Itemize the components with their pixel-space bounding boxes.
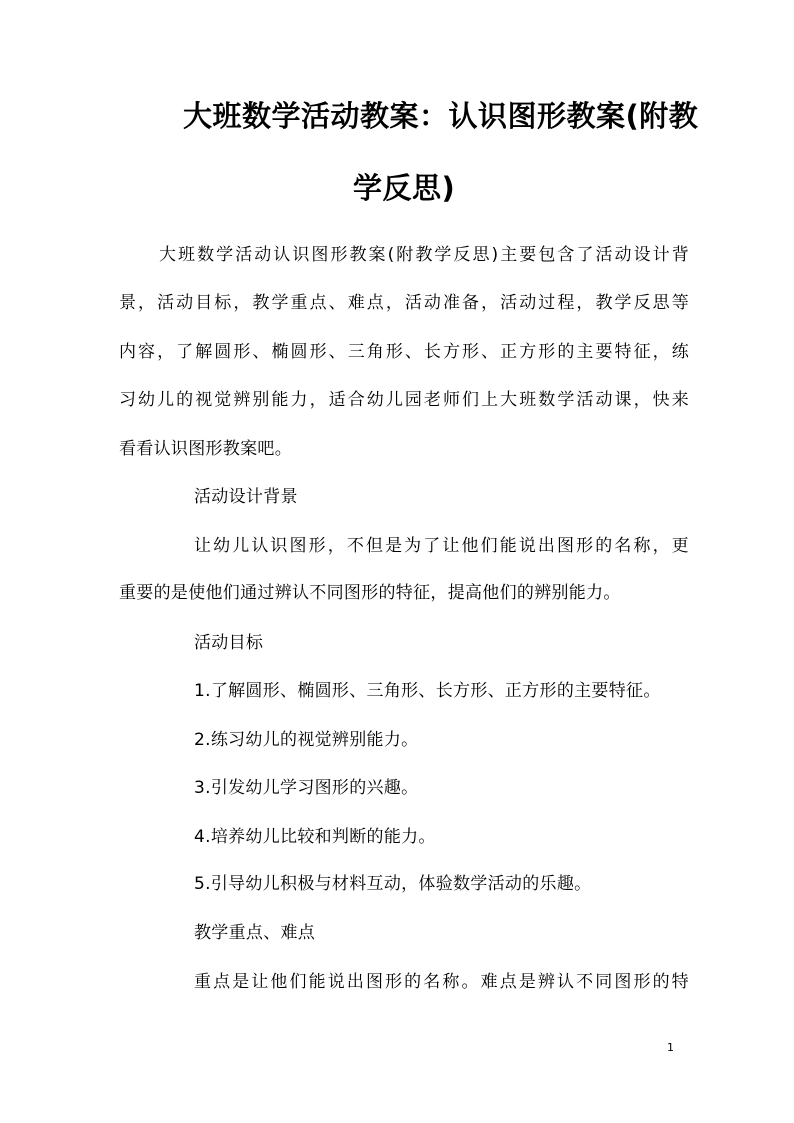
document-title-line-2: 学反思) [353, 171, 456, 205]
background-paragraph-line-2: 重要的是使他们通过辨认不同图形的特征，提高他们的辨别能力。 [119, 583, 621, 603]
intro-paragraph-line-4: 习幼儿的视觉辨别能力，适合幼儿园老师们上大班数学活动课，快来 [119, 390, 689, 410]
background-paragraph-line-1: 让幼儿认识图形，不但是为了让他们能说出图形的名称，更 [194, 536, 689, 556]
section-heading-key-points: 教学重点、难点 [194, 923, 316, 943]
goal-item-2: 2.练习幼儿的视觉辨别能力。 [194, 730, 419, 750]
section-heading-goals: 活动目标 [194, 633, 264, 653]
goal-item-5: 5.引导幼儿积极与材料互动，体验数学活动的乐趣。 [194, 874, 592, 894]
goal-item-1: 1.了解圆形、椭圆形、三角形、长方形、正方形的主要特征。 [194, 681, 661, 701]
key-points-paragraph-line-1: 重点是让他们能说出图形的名称。难点是辨认不同图形的特 [194, 972, 689, 992]
goal-item-4: 4.培养幼儿比较和判断的能力。 [194, 827, 436, 847]
goal-item-3: 3.引发幼儿学习图形的兴趣。 [194, 778, 419, 798]
intro-paragraph-line-3: 内容，了解圆形、椭圆形、三角形、长方形、正方形的主要特征，练 [119, 342, 689, 362]
document-title-line-1: 大班数学活动教案：认识图形教案(附教 [183, 99, 699, 133]
page-number: 1 [667, 1041, 674, 1054]
section-heading-background: 活动设计背景 [194, 487, 298, 507]
intro-paragraph-line-5: 看看认识图形教案吧。 [119, 439, 292, 459]
intro-paragraph-line-2: 景，活动目标，教学重点、难点，活动准备，活动过程，教学反思等 [119, 293, 689, 313]
intro-paragraph-line-1: 大班数学活动认识图形教案(附教学反思)主要包含了活动设计背 [159, 245, 689, 265]
